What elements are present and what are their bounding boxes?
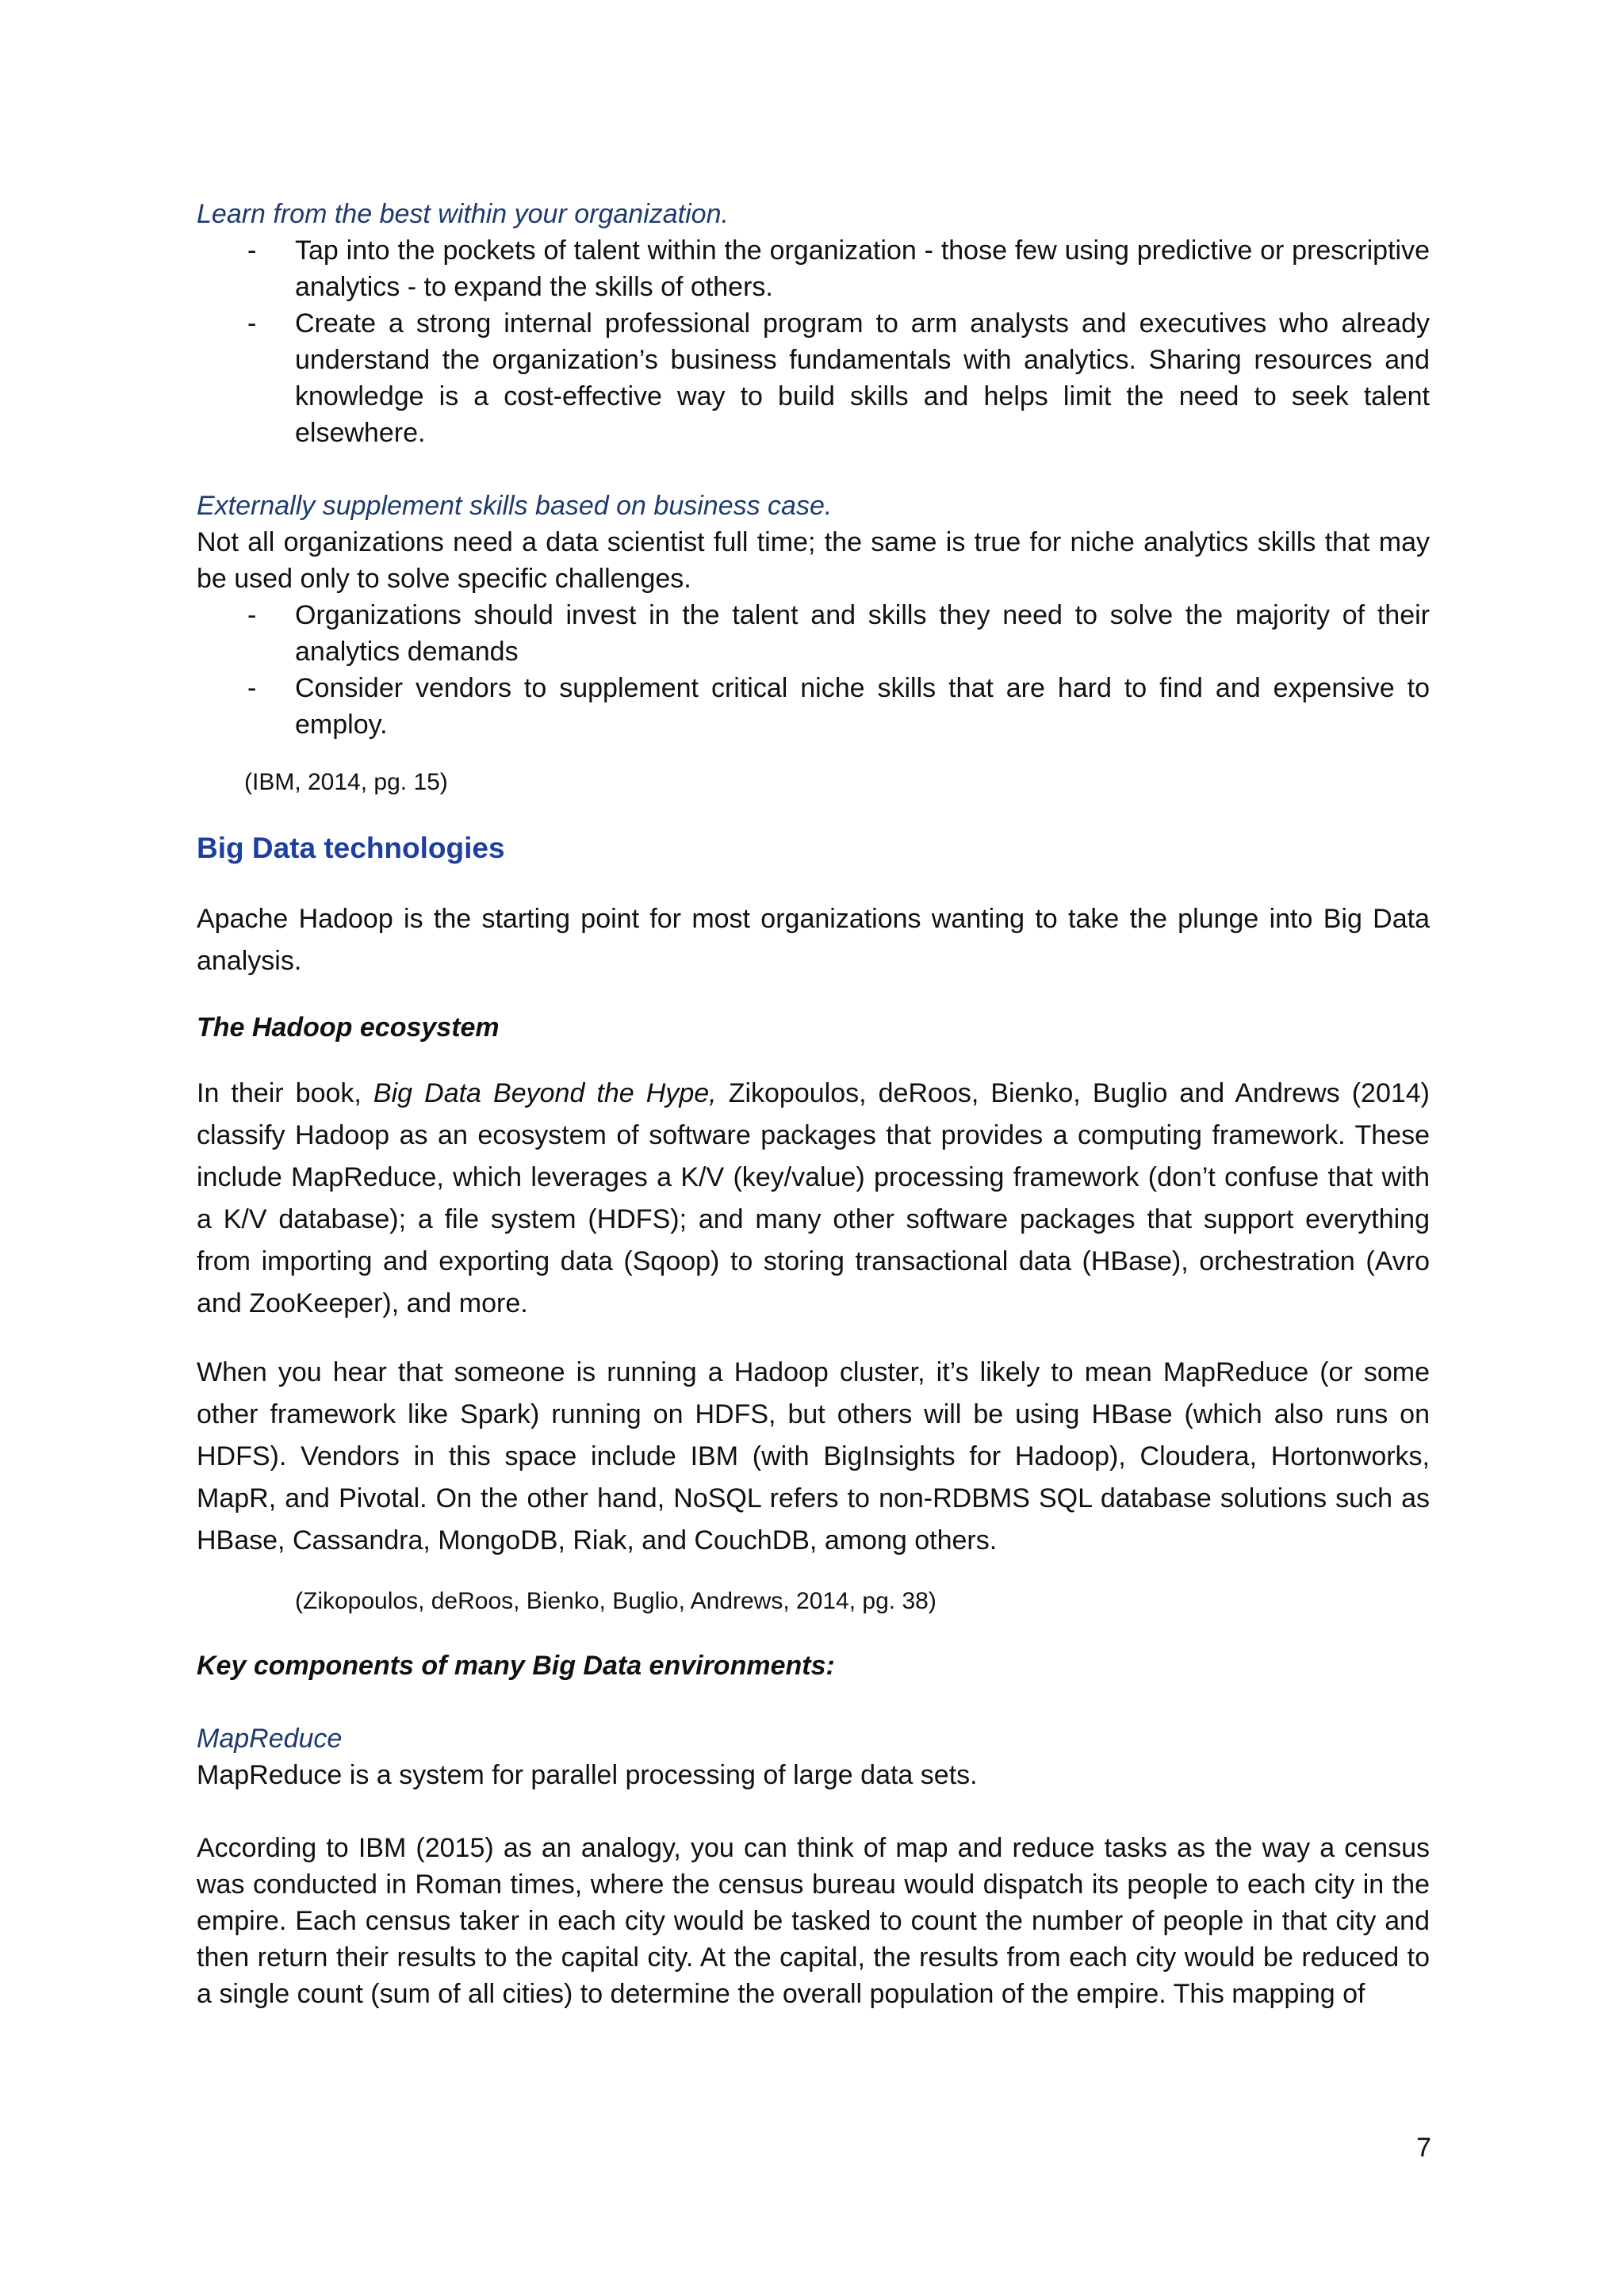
big-data-intro: Apache Hadoop is the starting point for most organizations wanting to take the plunge into Big Data analysis. — [197, 904, 1430, 976]
key-components-heading: Key components of many Big Data environments: — [197, 1651, 835, 1681]
learn-from-best-list — [197, 232, 1430, 451]
hadoop-paragraph-1 — [197, 1073, 1430, 1325]
externally-supplement-intro: Not all organizations need a data scientist full time; the same is true for niche analytics skills that may be used only to solve specific challenges. — [197, 527, 1430, 594]
ibm-citation: (IBM, 2014, pg. 15) — [244, 769, 448, 795]
list-item: - Create a strong internal professional program to arm analysts and executives who already understand the organization’s business fundamentals with analytics. Sharing resources and knowledge is a cost-effective way to build skills and helps limit the need to seek talent elsewhere. — [295, 305, 1430, 451]
hadoop-ecosystem-heading: The Hadoop ecosystem — [197, 1012, 500, 1043]
list-item: - Organizations should invest in the talent and skills they need to solve the majority of their analytics demands — [295, 597, 1430, 670]
list-item: - Tap into the pockets of talent within the organization - those few using predictive or prescriptive analytics - to expand the skills of others. — [295, 232, 1430, 305]
hadoop-p1-lead: In their book, — [197, 1078, 373, 1108]
hadoop-p1-rest: Zikopoulos, deRoos, Bienko, Buglio and Andrews (2014) classify Hadoop as an ecosystem of software packages that provides a computing framework. These include MapReduce, which leverages a K/V (key/value) processing framework (don’t confuse that with a K/V database); a file system (HDFS); and many other software packages that support everything from importing and exporting data (Sqoop) to storing transactional data (HBase), orchestration (Avro and ZooKeeper), and more. — [197, 1078, 1430, 1318]
big-data-technologies-heading: Big Data technologies — [197, 832, 505, 864]
page-number: 7 — [1416, 2133, 1431, 2163]
learn-from-best-heading: Learn from the best within your organization. — [197, 199, 729, 229]
book-title: Big Data Beyond the Hype, — [373, 1078, 717, 1108]
page-content — [197, 196, 1430, 2012]
externally-supplement-list — [197, 597, 1430, 743]
externally-supplement-heading: Externally supplement skills based on business case. — [197, 491, 833, 521]
mapreduce-definition: MapReduce is a system for parallel processing of large data sets. — [197, 1760, 978, 1790]
mapreduce-heading: MapReduce — [197, 1724, 343, 1754]
hadoop-paragraph-2: When you hear that someone is running a Hadoop cluster, it’s likely to mean MapReduce (or some other framework like Spark) running on HDFS, but others will be using HBase (which also runs on HDFS). Vendors in this space include IBM (with BigInsights for Hadoop), Cloudera, Hortonworks, MapR, and Pivotal. On the other hand, NoSQL refers to non-RDBMS SQL database solutions such as HBase, Cassandra, MongoDB, Riak, and CouchDB, among others. — [197, 1357, 1430, 1556]
zikopoulos-citation: (Zikopoulos, deRoos, Bienko, Buglio, Andrews, 2014, pg. 38) — [295, 1588, 936, 1614]
list-item: - Consider vendors to supplement critical niche skills that are hard to find and expensive to employ. — [295, 670, 1430, 743]
mapreduce-analogy: According to IBM (2015) as an analogy, you can think of map and reduce tasks as the way a census was conducted in Roman times, where the census bureau would dispatch its people to each city in the empire. Each census taker in each city would be tasked to count the number of people in that city and then return their results to the capital city. At the capital, the results from each city would be reduced to a single count (sum of all cities) to determine the overall population of the empire. This mapping of — [197, 1833, 1430, 2009]
